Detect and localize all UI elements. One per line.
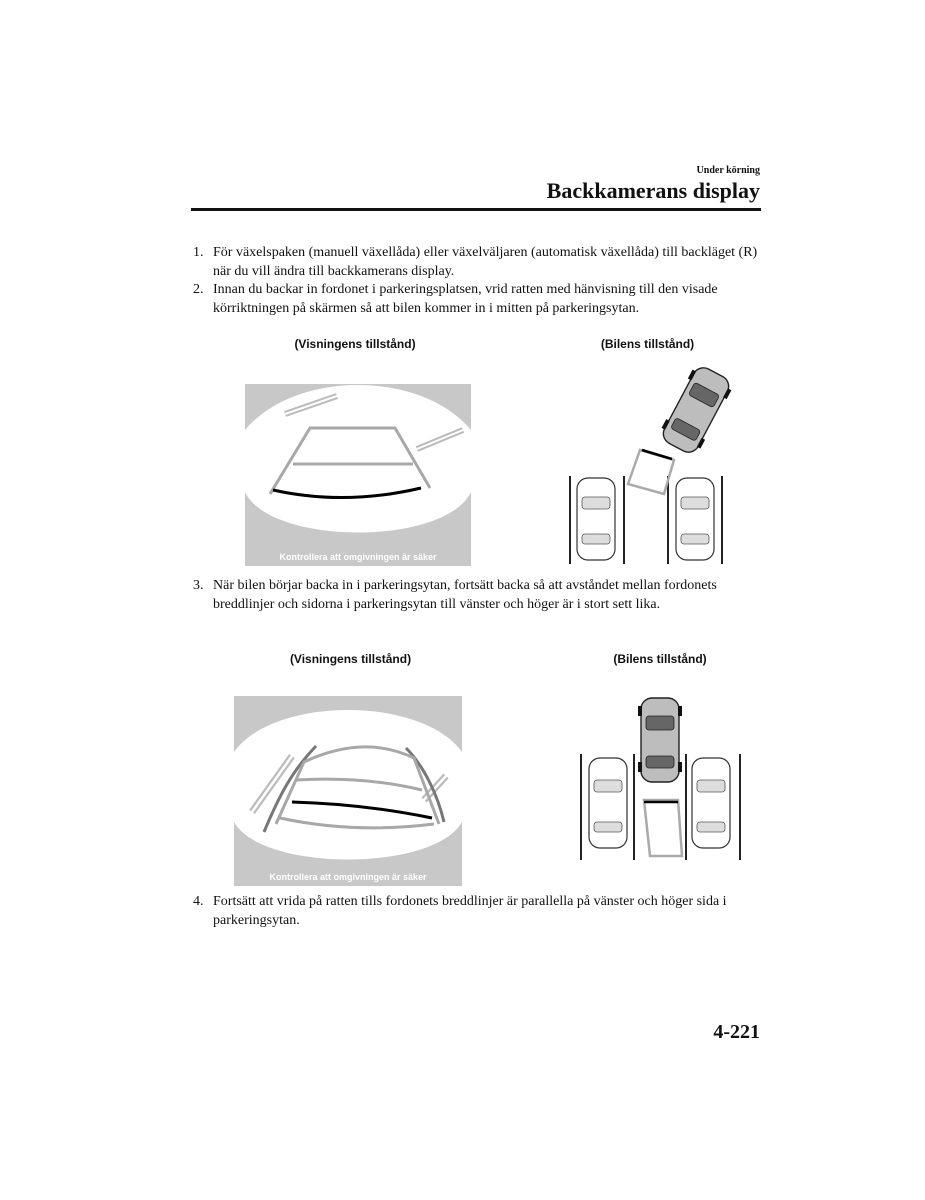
- vehicle-state-diagram-1: [556, 366, 736, 566]
- camera-display-2: [234, 696, 462, 886]
- section-header: Under körning: [696, 165, 760, 176]
- vehicle-state-caption: (Bilens tillstånd): [600, 337, 695, 351]
- display-state-caption: (Visningens tillstånd): [289, 652, 412, 666]
- vehicle-state-diagram-2: [574, 696, 754, 864]
- step-text: För växelspaken (manuell växellåda) eller växelväljaren (automatisk växellåda) till backläget (R) när du vill ändra till backkamerans display.: [213, 245, 758, 279]
- page-title: Backkamerans display: [546, 178, 760, 203]
- step-number: 2.: [193, 282, 204, 297]
- step-text: Innan du backar in fordonet i parkeringsplatsen, vrid ratten med hänvisning till den visade körriktningen på skärmen så att bilen kommer in i mitten på parkeringsytan.: [213, 282, 718, 316]
- step-number: 4.: [193, 894, 204, 909]
- step-number: 3.: [193, 578, 204, 593]
- display-state-caption: (Visningens tillstånd): [294, 337, 416, 351]
- step-4: [193, 893, 758, 930]
- step-text: När bilen börjar backa in i parkeringsytan, fortsätt backa så att avståndet mellan fordonets breddlinjer och sidorna i parkeringsytan till vänster och höger är i stort sett lika.: [213, 578, 717, 612]
- step-text: Fortsätt att vrida på ratten tills fordonets breddlinjer är parallella på vänster och höger sida i parkeringsytan.: [213, 894, 727, 928]
- screen-warning-text: Kontrollera att omgivningen är säker: [279, 552, 437, 562]
- step-3: [193, 577, 758, 614]
- vehicle-state-caption: (Bilens tillstånd): [613, 652, 707, 666]
- step-1: [193, 244, 758, 281]
- screen-warning-text: Kontrollera att omgivningen är säker: [269, 872, 427, 882]
- camera-display-1: [245, 384, 471, 566]
- title-rule: [191, 208, 761, 211]
- page-number: 4-221: [713, 1021, 760, 1043]
- step-number: 1.: [193, 245, 204, 260]
- step-2: [193, 281, 758, 318]
